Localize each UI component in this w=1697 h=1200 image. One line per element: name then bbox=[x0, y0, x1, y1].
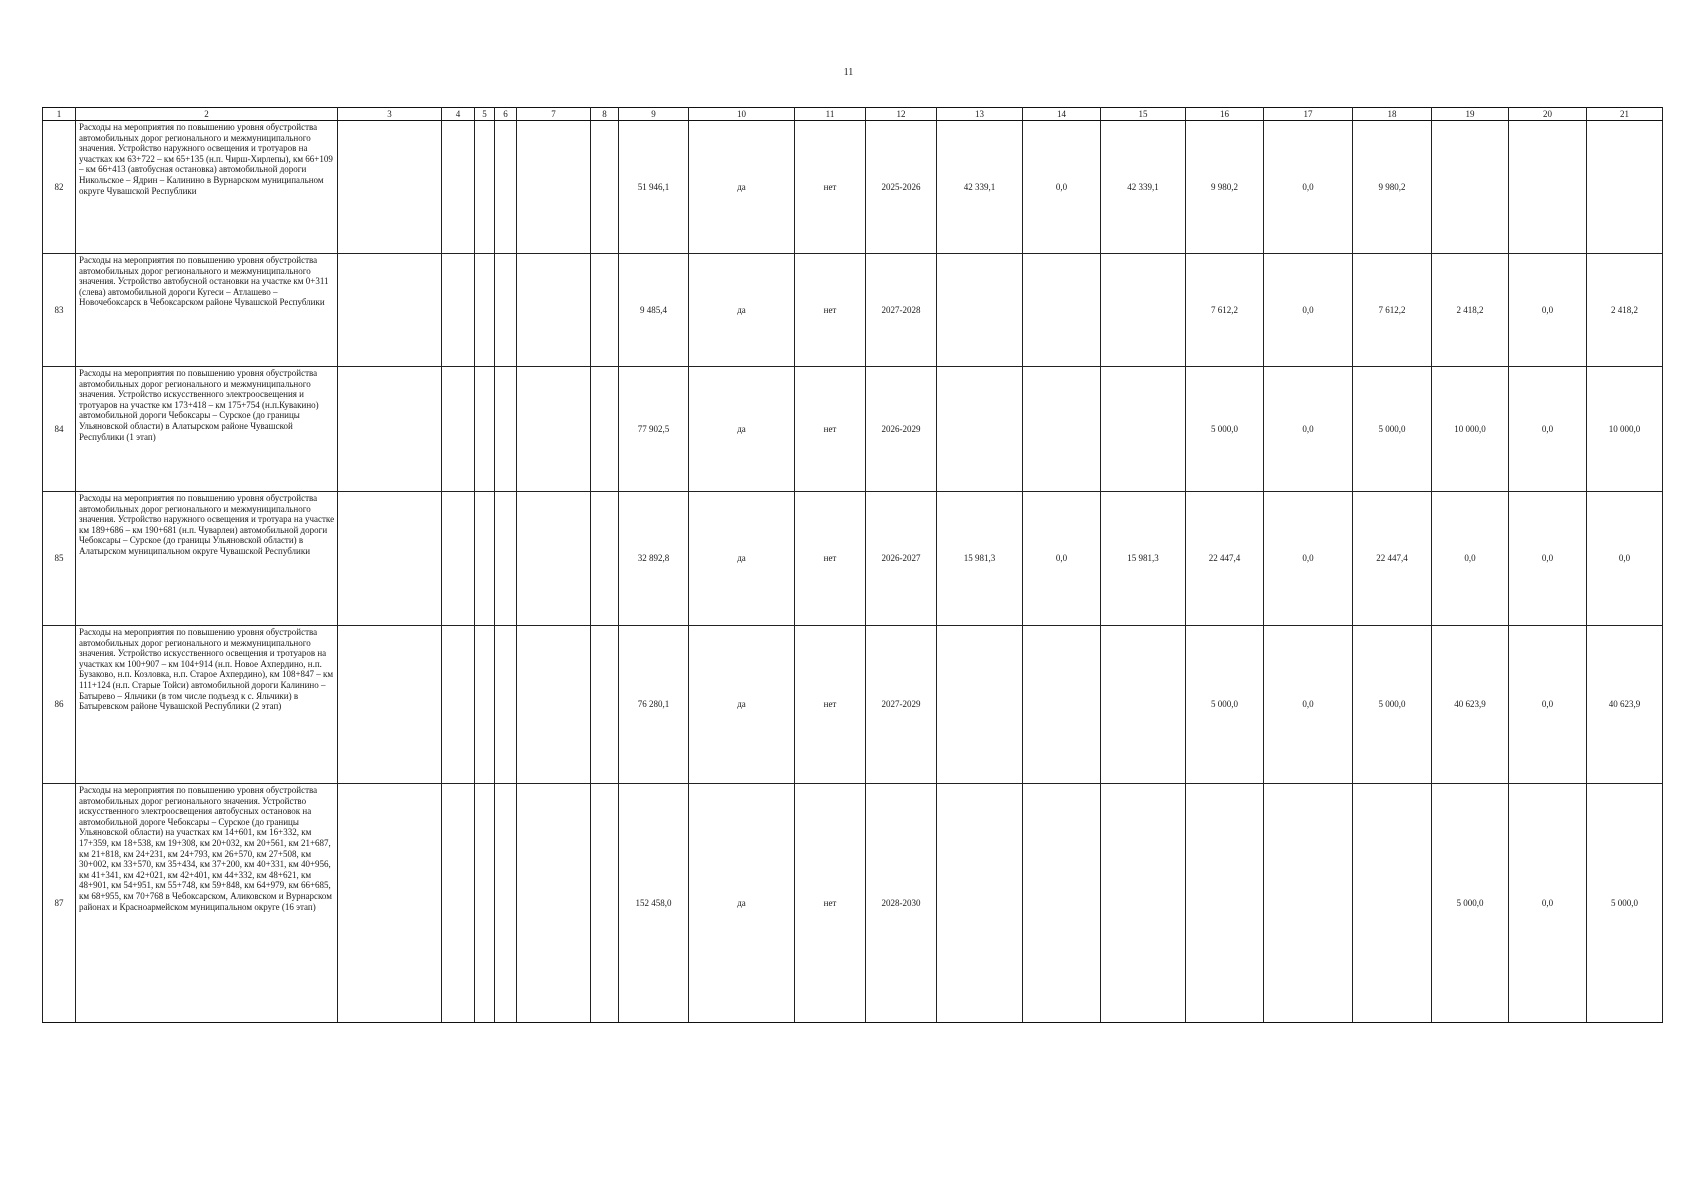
cell-col16: 7 612,2 bbox=[1186, 254, 1264, 367]
row-number: 84 bbox=[43, 367, 76, 492]
column-header: 11 bbox=[795, 108, 866, 121]
cell-col19: 5 000,0 bbox=[1432, 784, 1509, 1023]
cell-col6 bbox=[495, 367, 517, 492]
cell-col14: 0,0 bbox=[1023, 492, 1101, 626]
column-header: 20 bbox=[1509, 108, 1587, 121]
cell-col17: 0,0 bbox=[1264, 367, 1353, 492]
cell-col16: 22 447,4 bbox=[1186, 492, 1264, 626]
column-header: 15 bbox=[1101, 108, 1186, 121]
cell-period: 2026-2029 bbox=[866, 367, 937, 492]
cell-col20: 0,0 bbox=[1509, 367, 1587, 492]
page-number: 11 bbox=[843, 67, 854, 78]
row-description: Расходы на мероприятия по повышению уровня обустройства автомобильных дорог регионального и межмуниципального значения. Устройство наружного освещения и тротуара на участке км 189+686 – км 190+681 (н.п. Чуварлеи) автомобильной дороги Чебоксары – Сурское (до границы Ульяновской области) в Алатырском муниципальном округе Чувашской Республики bbox=[76, 492, 338, 626]
cell-col11: нет bbox=[795, 121, 866, 254]
cell-period: 2028-2030 bbox=[866, 784, 937, 1023]
cell-total-cost: 9 485,4 bbox=[619, 254, 689, 367]
column-header: 19 bbox=[1432, 108, 1509, 121]
cell-col4 bbox=[442, 626, 475, 784]
row-number: 83 bbox=[43, 254, 76, 367]
cell-col19: 10 000,0 bbox=[1432, 367, 1509, 492]
cell-col14 bbox=[1023, 626, 1101, 784]
cell-col10: да bbox=[689, 367, 795, 492]
cell-col17 bbox=[1264, 784, 1353, 1023]
cell-col5 bbox=[475, 626, 495, 784]
cell-total-cost: 51 946,1 bbox=[619, 121, 689, 254]
cell-col7 bbox=[517, 626, 591, 784]
cell-col21: 0,0 bbox=[1587, 492, 1663, 626]
cell-col5 bbox=[475, 121, 495, 254]
cell-col20: 0,0 bbox=[1509, 626, 1587, 784]
cell-col10: да bbox=[689, 254, 795, 367]
cell-total-cost: 32 892,8 bbox=[619, 492, 689, 626]
cell-col21 bbox=[1587, 121, 1663, 254]
cell-col11: нет bbox=[795, 492, 866, 626]
column-header: 4 bbox=[442, 108, 475, 121]
cell-col13 bbox=[937, 784, 1023, 1023]
column-header: 3 bbox=[338, 108, 442, 121]
cell-col18: 22 447,4 bbox=[1353, 492, 1432, 626]
cell-col13 bbox=[937, 367, 1023, 492]
cell-col7 bbox=[517, 784, 591, 1023]
cell-col15 bbox=[1101, 367, 1186, 492]
cell-col19 bbox=[1432, 121, 1509, 254]
header-row bbox=[43, 108, 1663, 121]
cell-col10: да bbox=[689, 784, 795, 1023]
cell-col10: да bbox=[689, 492, 795, 626]
row-number: 82 bbox=[43, 121, 76, 254]
row-description: Расходы на мероприятия по повышению уровня обустройства автомобильных дорог регионального значения. Устройство искусственного электроосвещения автобусных остановок на автомобильной дороге Чебоксары – Сурское (до границы Ульяновской области) на участках км 14+601, км 16+332, км 17+359, км 18+538, км 19+308, км 20+032, км 20+561, км 21+687, км 21+818, км 24+231, км 24+793, км 26+570, км 27+508, км 30+002, км 33+570, км 35+434, км 37+200, км 40+331, км 40+956, км 41+341, км 42+021, км 42+401, км 44+332, км 48+621, км 48+901, км 54+951, км 55+748, км 59+848, км 64+979, км 66+685, км 68+955, км 70+768 в Чебоксарском, Аликовском и Вурнарском районах и Красноармейском муниципальном округе (16 этап) bbox=[76, 784, 338, 1023]
cell-period: 2027-2029 bbox=[866, 626, 937, 784]
cell-col8 bbox=[591, 367, 619, 492]
cell-col20: 0,0 bbox=[1509, 254, 1587, 367]
cell-col16: 5 000,0 bbox=[1186, 367, 1264, 492]
cell-col8 bbox=[591, 121, 619, 254]
table-row bbox=[43, 367, 1663, 492]
cell-col15 bbox=[1101, 626, 1186, 784]
cell-col21: 10 000,0 bbox=[1587, 367, 1663, 492]
column-header: 9 bbox=[619, 108, 689, 121]
cell-col6 bbox=[495, 784, 517, 1023]
cell-col20 bbox=[1509, 121, 1587, 254]
cell-col10: да bbox=[689, 121, 795, 254]
row-description: Расходы на мероприятия по повышению уровня обустройства автомобильных дорог регионального и межмуниципального значения. Устройство искусственного освещения и тротуаров на участках км 100+907 – км 104+914 (н.п. Новое Ахпердино, н.п. Бузаково, н.п. Козловка, н.п. Старое Ахпердино), км 108+847 – км 111+124 (н.п. Старые Тойси) автомобильной дороги Калинино – Батырево – Яльчики (в том числе подъезд к с. Яльчики) в Батыревском районе Чувашской Республики (2 этап) bbox=[76, 626, 338, 784]
cell-col11: нет bbox=[795, 254, 866, 367]
cell-col8 bbox=[591, 626, 619, 784]
cell-col19: 0,0 bbox=[1432, 492, 1509, 626]
cell-col3 bbox=[338, 784, 442, 1023]
cell-col3 bbox=[338, 367, 442, 492]
cell-col5 bbox=[475, 492, 495, 626]
cell-col4 bbox=[442, 254, 475, 367]
column-header: 1 bbox=[43, 108, 76, 121]
cell-col15 bbox=[1101, 784, 1186, 1023]
column-header: 2 bbox=[76, 108, 338, 121]
cell-period: 2027-2028 bbox=[866, 254, 937, 367]
table-row bbox=[43, 121, 1663, 254]
cell-col4 bbox=[442, 121, 475, 254]
cell-col17: 0,0 bbox=[1264, 626, 1353, 784]
cell-col14 bbox=[1023, 254, 1101, 367]
column-header: 6 bbox=[495, 108, 517, 121]
cell-col6 bbox=[495, 626, 517, 784]
cell-col19: 2 418,2 bbox=[1432, 254, 1509, 367]
cell-col11: нет bbox=[795, 626, 866, 784]
cell-col20: 0,0 bbox=[1509, 784, 1587, 1023]
cell-col18: 9 980,2 bbox=[1353, 121, 1432, 254]
cell-col5 bbox=[475, 784, 495, 1023]
cell-col16: 5 000,0 bbox=[1186, 626, 1264, 784]
column-header: 5 bbox=[475, 108, 495, 121]
cell-col14: 0,0 bbox=[1023, 121, 1101, 254]
cell-col17: 0,0 bbox=[1264, 121, 1353, 254]
cell-col18: 7 612,2 bbox=[1353, 254, 1432, 367]
cell-col5 bbox=[475, 254, 495, 367]
cell-col7 bbox=[517, 492, 591, 626]
cell-col6 bbox=[495, 492, 517, 626]
cell-col7 bbox=[517, 367, 591, 492]
cell-col4 bbox=[442, 784, 475, 1023]
row-number: 85 bbox=[43, 492, 76, 626]
cell-col6 bbox=[495, 254, 517, 367]
cell-col19: 40 623,9 bbox=[1432, 626, 1509, 784]
cell-total-cost: 76 280,1 bbox=[619, 626, 689, 784]
table-row bbox=[43, 626, 1663, 784]
cell-col3 bbox=[338, 254, 442, 367]
row-description: Расходы на мероприятия по повышению уровня обустройства автомобильных дорог регионального и межмуниципального значения. Устройство искусственного электроосвещения и тротуаров на участке км 173+418 – км 175+754 (н.п.Кувакино) автомобильной дороги Чебоксары – Сурское (до границы Ульяновской области) в Алатырском районе Чувашской Республики (1 этап) bbox=[76, 367, 338, 492]
column-header: 12 bbox=[866, 108, 937, 121]
column-header: 17 bbox=[1264, 108, 1353, 121]
column-header: 7 bbox=[517, 108, 591, 121]
cell-col8 bbox=[591, 254, 619, 367]
cell-col6 bbox=[495, 121, 517, 254]
cell-col15: 42 339,1 bbox=[1101, 121, 1186, 254]
cell-col21: 2 418,2 bbox=[1587, 254, 1663, 367]
cell-col20: 0,0 bbox=[1509, 492, 1587, 626]
column-header: 13 bbox=[937, 108, 1023, 121]
column-header: 8 bbox=[591, 108, 619, 121]
column-header: 21 bbox=[1587, 108, 1663, 121]
column-header: 18 bbox=[1353, 108, 1432, 121]
cell-col8 bbox=[591, 784, 619, 1023]
cell-col14 bbox=[1023, 367, 1101, 492]
column-header: 14 bbox=[1023, 108, 1101, 121]
cell-col8 bbox=[591, 492, 619, 626]
cell-col13 bbox=[937, 254, 1023, 367]
cell-col7 bbox=[517, 254, 591, 367]
cell-col3 bbox=[338, 492, 442, 626]
cell-col17: 0,0 bbox=[1264, 492, 1353, 626]
row-number: 87 bbox=[43, 784, 76, 1023]
cell-total-cost: 152 458,0 bbox=[619, 784, 689, 1023]
table-row bbox=[43, 492, 1663, 626]
cell-col10: да bbox=[689, 626, 795, 784]
cell-col17: 0,0 bbox=[1264, 254, 1353, 367]
cell-col13: 42 339,1 bbox=[937, 121, 1023, 254]
cell-col7 bbox=[517, 121, 591, 254]
cell-col21: 40 623,9 bbox=[1587, 626, 1663, 784]
cell-col15: 15 981,3 bbox=[1101, 492, 1186, 626]
cell-col18: 5 000,0 bbox=[1353, 367, 1432, 492]
cell-col11: нет bbox=[795, 367, 866, 492]
cell-col4 bbox=[442, 367, 475, 492]
cell-col16: 9 980,2 bbox=[1186, 121, 1264, 254]
cell-col13: 15 981,3 bbox=[937, 492, 1023, 626]
cell-col15 bbox=[1101, 254, 1186, 367]
column-header: 10 bbox=[689, 108, 795, 121]
cell-col3 bbox=[338, 121, 442, 254]
cell-col11: нет bbox=[795, 784, 866, 1023]
cell-col16 bbox=[1186, 784, 1264, 1023]
cell-col3 bbox=[338, 626, 442, 784]
cell-col18 bbox=[1353, 784, 1432, 1023]
table-row bbox=[43, 784, 1663, 1023]
cell-col21: 5 000,0 bbox=[1587, 784, 1663, 1023]
row-description: Расходы на мероприятия по повышению уровня обустройства автомобильных дорог регионального и межмуниципального значения. Устройство наружного освещения и тротуаров на участках км 63+722 – км 65+135 (н.п. Чирш-Хирлепы), км 66+109 – км 66+413 (автобусная остановка) автомобильной дороги Никольское – Ядрин – Калинино в Вурнарском муниципальном округе Чувашской Республики bbox=[76, 121, 338, 254]
cell-col13 bbox=[937, 626, 1023, 784]
budget-table bbox=[42, 107, 1663, 1023]
row-description: Расходы на мероприятия по повышению уровня обустройства автомобильных дорог регионального и межмуниципального значения. Устройство автобусной остановки на участке км 0+311 (слева) автомобильной дороги Кугеси – Атлашево – Новочебоксарск в Чебоксарском районе Чувашской Республики bbox=[76, 254, 338, 367]
column-header: 16 bbox=[1186, 108, 1264, 121]
row-number: 86 bbox=[43, 626, 76, 784]
cell-col14 bbox=[1023, 784, 1101, 1023]
cell-col5 bbox=[475, 367, 495, 492]
cell-period: 2025-2026 bbox=[866, 121, 937, 254]
table-row bbox=[43, 254, 1663, 367]
cell-total-cost: 77 902,5 bbox=[619, 367, 689, 492]
cell-period: 2026-2027 bbox=[866, 492, 937, 626]
cell-col18: 5 000,0 bbox=[1353, 626, 1432, 784]
cell-col4 bbox=[442, 492, 475, 626]
